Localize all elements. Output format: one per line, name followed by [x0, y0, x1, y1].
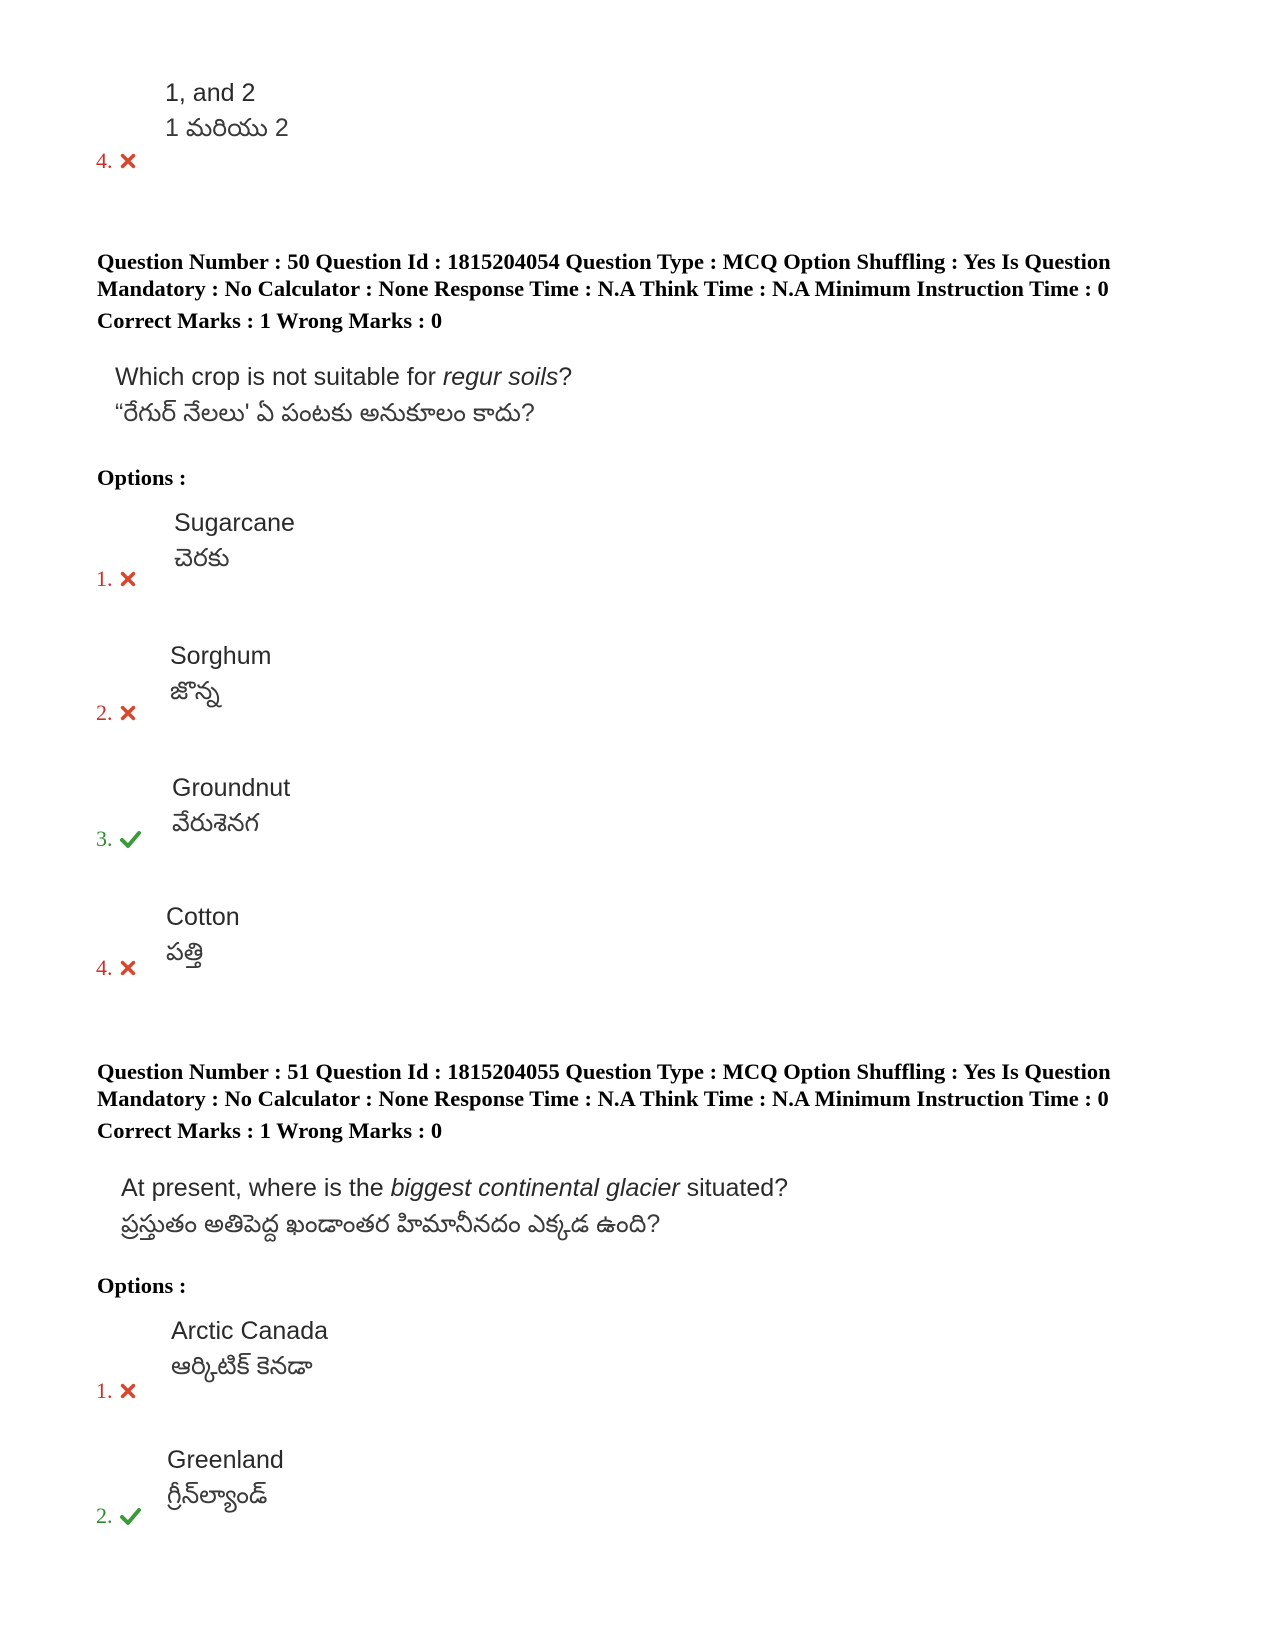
question-text: [115, 359, 572, 431]
option-number-label: 2.: [96, 700, 113, 725]
option-text[interactable]: [174, 506, 295, 576]
option-number: [96, 700, 137, 726]
option-text[interactable]: [172, 771, 290, 841]
question-text-te: ప్రస్తుతం అతిపెద్ద ఖండాంతర హిమానీనదం ఎక్కడ ఉంది?: [121, 1210, 661, 1238]
option-text-en: Sugarcane: [174, 509, 295, 537]
option-text-te: జొన్న: [170, 677, 220, 705]
option-number-label: 2.: [96, 1503, 113, 1528]
question-text: [121, 1170, 788, 1242]
option-number: [96, 566, 137, 592]
option-number-label: 3.: [96, 826, 113, 851]
cross-icon: [119, 152, 137, 170]
check-icon: [119, 829, 141, 849]
option-number-label: 1.: [96, 566, 113, 591]
option-text[interactable]: [166, 900, 240, 970]
option-number-label: 4.: [96, 148, 113, 173]
option-number: [96, 1378, 137, 1404]
option-text-en: Greenland: [167, 1446, 284, 1474]
option-number-label: 1.: [96, 1378, 113, 1403]
meta-line-1: Question Number : 51 Question Id : 1815204055 Question Type : MCQ Option Shuffling : Yes Is Question: [97, 1059, 1111, 1084]
option-text-en: Sorghum: [170, 642, 272, 670]
option-text-te: వేరుశెనగ: [172, 809, 260, 837]
option-text[interactable]: [171, 1314, 328, 1384]
option-number: [96, 1503, 141, 1529]
options-label: Options :: [97, 465, 187, 490]
options-label: Options :: [97, 1273, 187, 1298]
option-text-te: ఆర్కిటిక్ కెనడా: [171, 1352, 313, 1380]
option-text-te: గ్రీన్‌ల్యాండ్: [167, 1481, 268, 1509]
check-icon: [119, 1506, 141, 1526]
option-text-en: Arctic Canada: [171, 1317, 329, 1345]
option-text[interactable]: [170, 639, 271, 709]
option-text-te: 1 మరియు 2: [165, 114, 289, 142]
meta-line-2: Mandatory : No Calculator : None Response Time : N.A Think Time : N.A Minimum Instruction Time : 0: [97, 276, 1109, 301]
meta-line-2: Mandatory : No Calculator : None Response Time : N.A Think Time : N.A Minimum Instruction Time : 0: [97, 1086, 1109, 1111]
cross-icon: [119, 1382, 137, 1400]
option-text: [165, 76, 289, 146]
option-text[interactable]: [167, 1443, 284, 1513]
cross-icon: [119, 959, 137, 977]
question-meta: [97, 1058, 1197, 1144]
meta-line-1: Question Number : 50 Question Id : 1815204054 Question Type : MCQ Option Shuffling : Yes Is Question: [97, 249, 1111, 274]
question-text-te: “రేగుర్ నేలలు' ఏ పంటకు అనుకూలం కాదు?: [115, 399, 535, 427]
option-number: [96, 148, 137, 174]
option-text-en: 1, and 2: [165, 79, 256, 107]
marks-line: Correct Marks : 1 Wrong Marks : 0: [97, 1118, 443, 1143]
marks-line: Correct Marks : 1 Wrong Marks : 0: [97, 308, 443, 333]
cross-icon: [119, 704, 137, 722]
option-text-te: పత్తి: [166, 938, 204, 966]
option-number: [96, 826, 141, 852]
question-text-en: Which crop is not suitable for regur soils?: [115, 363, 573, 391]
option-text-te: చెరకు: [174, 544, 230, 572]
option-number: [96, 955, 137, 981]
question-text-en: At present, where is the biggest continental glacier situated?: [121, 1174, 789, 1202]
option-text-en: Groundnut: [172, 774, 291, 802]
option-text-en: Cotton: [166, 903, 240, 931]
option-number-label: 4.: [96, 955, 113, 980]
question-meta: [97, 248, 1197, 334]
cross-icon: [119, 570, 137, 588]
